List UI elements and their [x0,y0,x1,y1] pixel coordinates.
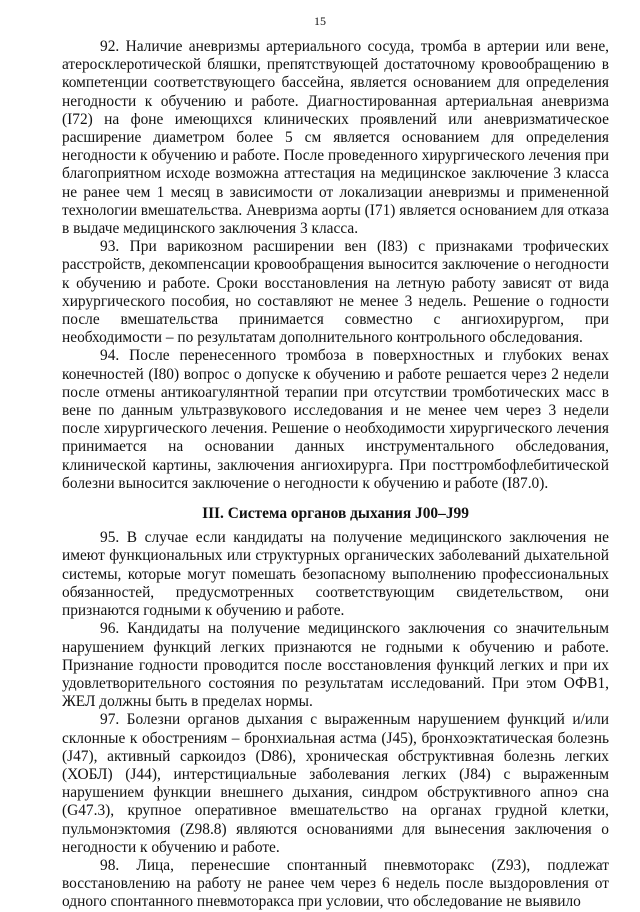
section-heading: III. Система органов дыхания J00–J99 [202,505,469,523]
document-body [62,38,609,912]
page-number: 15 [314,14,326,28]
paragraph-97: 97. Болезни органов дыхания с выраженным нарушением функций и/или склонные к обострениям – бронхиальная астма (J45), бронхоэктатическая болезнь (J47), активный саркоидоз (D86), хроническая обструктивная болезнь легких (ХОБЛ) (J44), интерстициальные заболевания легких (J84) с выраженным нарушением функции внешнего дыхания, синдром обструктивного апноэ сна (G47.3), крупное оперативное вмешательство на органах грудной клетки, пульмонэктомия (Z98.8) являются основаниями для вынесения заключения о негодности к обучению и работе. [62,711,609,856]
paragraph-94: 94. После перенесенного тромбоза в поверхностных и глубоких венах конечностей (I80) вопрос о допуске к обучению и работе решается через 2 недели после отмены антикоагулянтной терапии при отсутствии тромботических масс в вене по данным ультразвукового исследования и не менее чем через 3 недели после хирургического лечения. Решение о необходимости хирургического лечения принимается на основании данных инструментального обследования, клинической картины, заключения ангиохирурга. При посттромбофлебитической болезни выносится заключение о негодности к обучению и работе (I87.0). [62,347,609,492]
paragraph-92: 92. Наличие аневризмы артериального сосуда, тромба в артерии или вене, атеросклеротической бляшки, препятствующей достаточному кровообращению в компетенции соответствующего бассейна, является основанием для определения негодности к обучению и работе. Диагностированная артериальная аневризма (I72) на фоне имеющихся клинических проявлений или аневризматическое расширение диаметром более 5 см является основанием для определения негодности к обучению и работе. После проведенного хирургического лечения при благоприятном исходе возможна аттестация на медицинское заключение 3 класса не ранее чем 1 месяц в зависимости от локализации аневризмы и примененной технологии вмешательства. Аневризма аорты (I71) является основанием для отказа в выдаче медицинского заключения 3 класса. [62,38,609,238]
paragraph-93: 93. При варикозном расширении вен (I83) с признаками трофических расстройств, декомпенсации кровообращения выносится заключение о негодности к обучению и работе. Сроки восстановления на летную работу зависят от вида хирургического пособия, но составляют не менее 3 недель. Решение о годности после вмешательства принимается совместно с ангиохирургом, при необходимости – по результатам дополнительного контрольного обследования. [62,238,609,347]
paragraph-95: 95. В случае если кандидаты на получение медицинского заключения не имеют функциональных или структурных органических заболеваний дыхательной системы, которые могут помешать безопасному выполнению профессиональных обязанностей, предусмотренных соответствующим свидетельством, они признаются годными к обучению и работе. [62,529,609,620]
paragraph-96: 96. Кандидаты на получение медицинского заключения со значительным нарушением функций легких признаются не годными к обучению и работе. Признание годности проводится после восстановления функций легких и при их удовлетворительного состояния по результатам исследований. При этом ОФВ1, ЖЕЛ должны быть в пределах нормы. [62,620,609,711]
paragraph-98: 98. Лица, перенесшие спонтанный пневмоторакс (Z93), подлежат восстановлению на работу не ранее чем через 6 недель после выздоровления от одного спонтанного пневмоторакса при условии, что обследование не выявило [62,856,609,911]
